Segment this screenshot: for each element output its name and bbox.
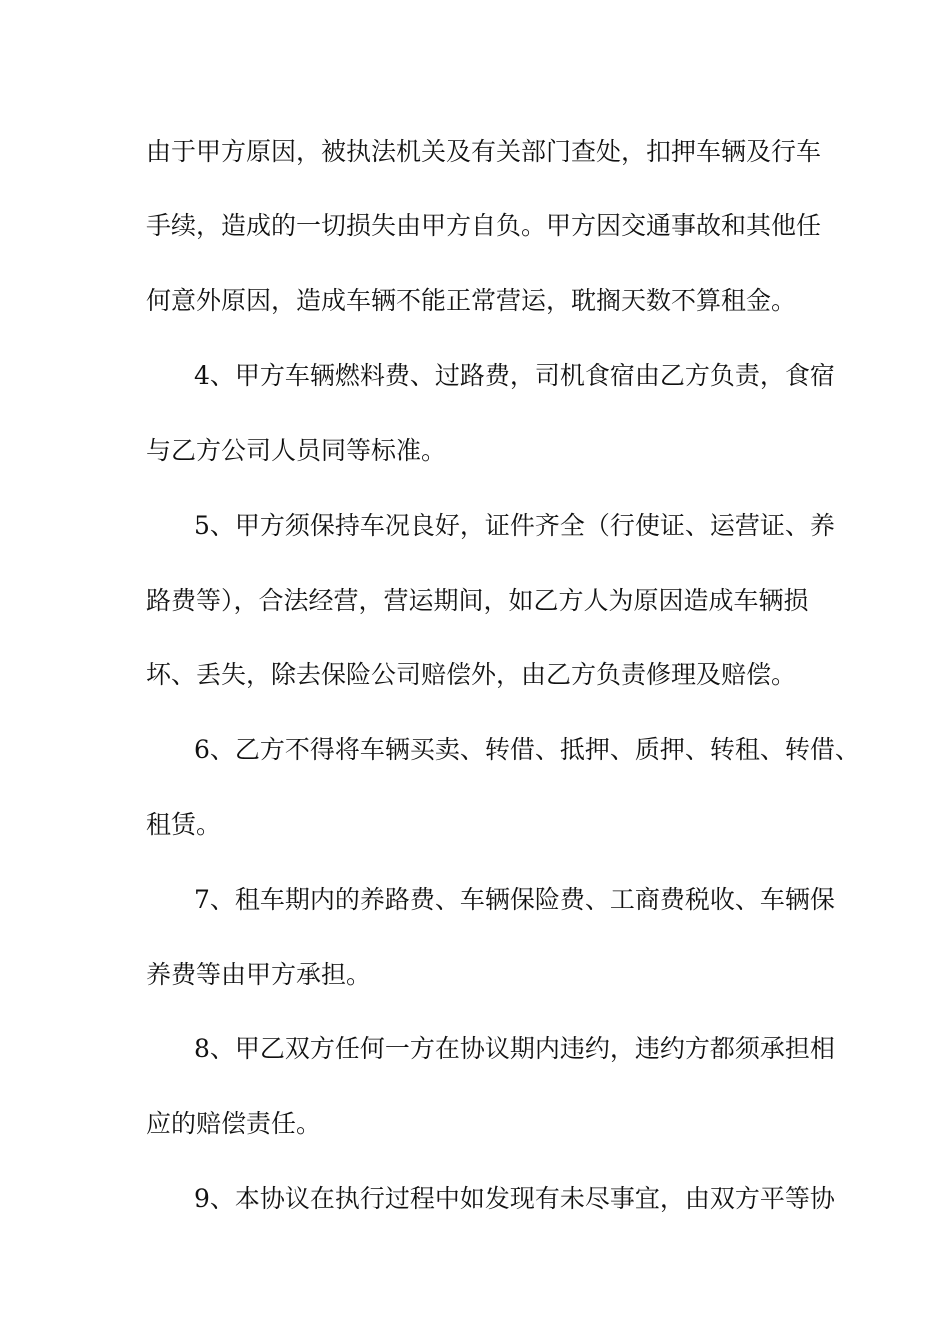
clause-7-line-1: 7、租车期内的养路费、车辆保险费、工商费税收、车辆保 — [194, 885, 835, 914]
clause-6-line-1: 6、乙方不得将车辆买卖、转借、抵押、质押、转租、转借、 — [194, 735, 860, 764]
clause-8-line-2: 应的赔偿责任。 — [146, 1109, 322, 1138]
clause-8-line-1: 8、甲乙双方任何一方在协议期内违约，违约方都须承担相 — [194, 1034, 835, 1063]
clause-7-line-2: 养费等由甲方承担。 — [146, 960, 372, 989]
text-line-3: 何意外原因，造成车辆不能正常营运，耽搁天数不算租金。 — [146, 286, 797, 315]
clause-5-line-2: 路费等），合法经营，营运期间，如乙方人为原因造成车辆损 — [146, 586, 809, 615]
clause-4-line-2: 与乙方公司人员同等标准。 — [146, 436, 447, 465]
clause-9-line-1: 9、本协议在执行过程中如发现有未尽事宜，由双方平等协 — [194, 1184, 835, 1213]
text-line-2: 手续，造成的一切损失由甲方自负。甲方因交通事故和其他任 — [146, 211, 822, 240]
clause-5-line-1: 5、甲方须保持车况良好，证件齐全（行使证、运营证、养 — [194, 511, 835, 540]
text-line-1: 由于甲方原因，被执法机关及有关部门查处，扣押车辆及行车 — [146, 137, 822, 166]
clause-6-line-2: 租赁。 — [146, 810, 222, 839]
clause-4-line-1: 4、甲方车辆燃料费、过路费，司机食宿由乙方负责，食宿 — [194, 361, 835, 390]
clause-5-line-3: 坏、丢失，除去保险公司赔偿外，由乙方负责修理及赔偿。 — [146, 660, 797, 689]
